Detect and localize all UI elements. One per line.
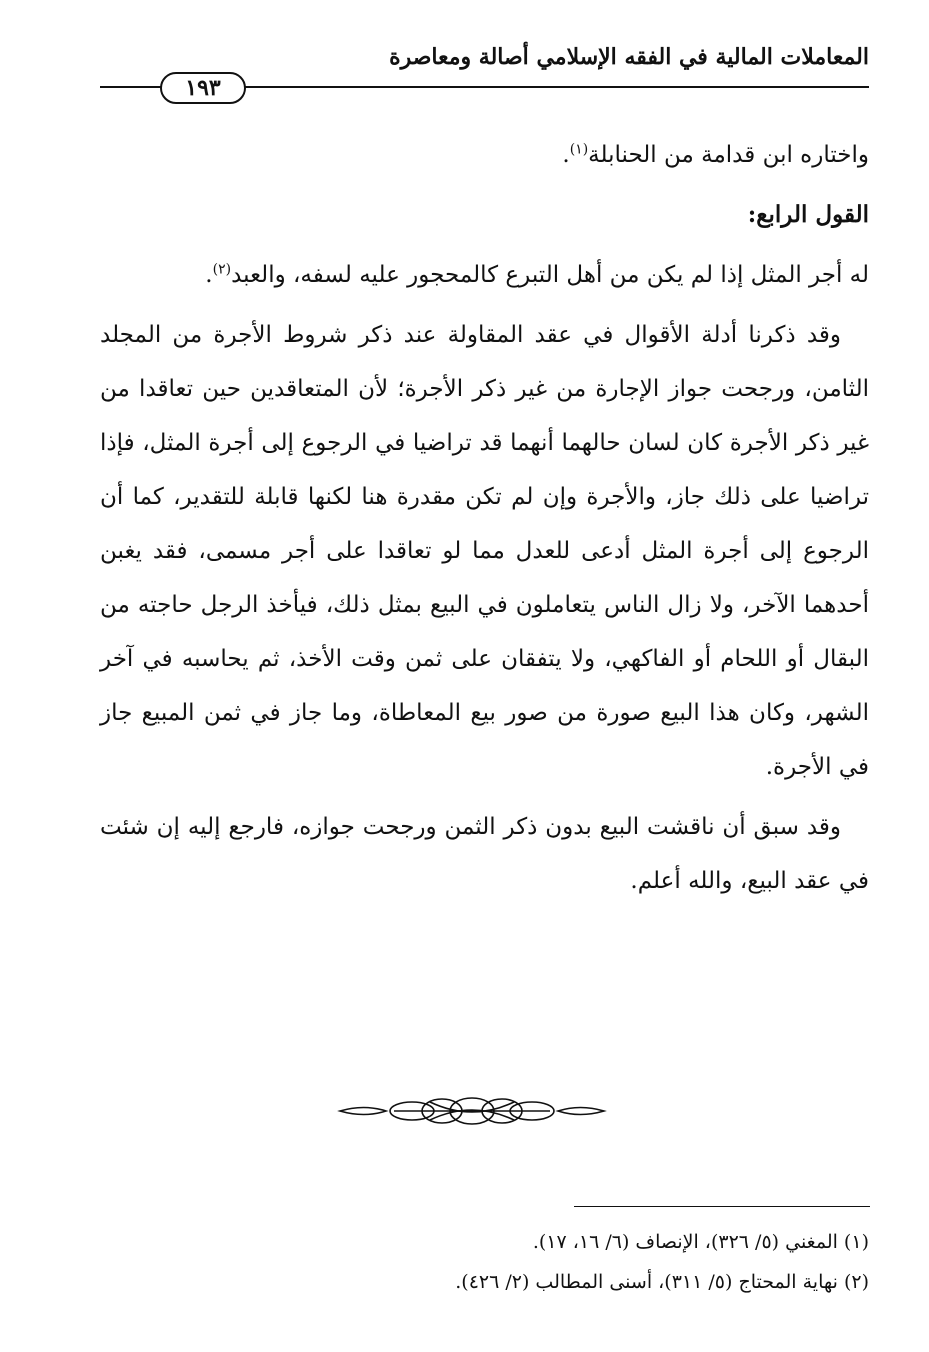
- section-heading: القول الرابع:: [747, 201, 869, 228]
- main-text: [100, 128, 869, 908]
- footnote-ref-1: (١): [569, 141, 589, 158]
- paragraph-conclusion: وقد سبق أن ناقشت البيع بدون ذكر الثمن ورجحت جوازه، فارجع إليه إن شئت في عقد البيع، والله أعلم.: [100, 814, 869, 894]
- text-line-fourth-opinion: [100, 248, 869, 302]
- paragraph-evidence: وقد ذكرنا أدلة الأقوال في عقد المقاولة عند ذكر شروط الأجرة من المجلد الثامن، ورجحت جواز الإجارة من غير ذكر الأجرة؛ لأن المتعاقدين حين تعاقدا من غير ذكر الأجرة كان لسان حالهما أنهما قد تراضيا في الرجوع إلى أجرة المثل، فإذا تراضيا على ذلك جاز، والأجرة وإن لم تكن مقدرة هنا لكنها قابلة للتقدير، كما أن الرجوع إلى أجرة المثل أدعى للعدل مما لو تعاقدا على أجر مسمى، فقد يغبن أحدهما الآخر، ولا زال الناس يتعاملون في البيع بمثل ذلك، فيأخذ الرجل حاجته من البقال أو اللحام أو الفاكهي، ولا يتفقان على ثمن وقت الأخذ، ثم يحاسبه في آخر الشهر، وكان هذا البيع صورة من صور بيع المعاطاة، وما جاز في ثمن المبيع جاز في الأجرة.: [100, 322, 869, 780]
- text-line-fourth-opinion-text: له أجر المثل إذا لم يكن من أهل التبرع كالمحجور عليه لسفه، والعبد: [231, 262, 869, 288]
- footnote-ref-2: (٢): [212, 261, 232, 278]
- footnote-separator: [574, 1206, 870, 1207]
- decorative-divider-icon: [334, 1096, 610, 1126]
- text-line-ibn-qudama: [100, 128, 869, 182]
- text-line-fourth-opinion-end: .: [205, 262, 213, 288]
- footnotes: [300, 1222, 869, 1302]
- footnote-2: (٢) نهاية المحتاج (٥/ ٣١١)، أسنى المطالب (٢/ ٤٢٦).: [455, 1271, 869, 1293]
- footnote-1: (١) المغني (٥/ ٣٢٦)، الإنصاف (٦/ ١٦، ١٧).: [532, 1231, 869, 1253]
- text-line-ibn-qudama-text: واختاره ابن قدامة من الحنابلة: [588, 142, 869, 168]
- page-number: ١٩٣: [160, 72, 246, 104]
- running-header-title: المعاملات المالية في الفقه الإسلامي أصالة ومعاصرة: [389, 44, 869, 70]
- text-line-ibn-qudama-end: .: [562, 142, 570, 168]
